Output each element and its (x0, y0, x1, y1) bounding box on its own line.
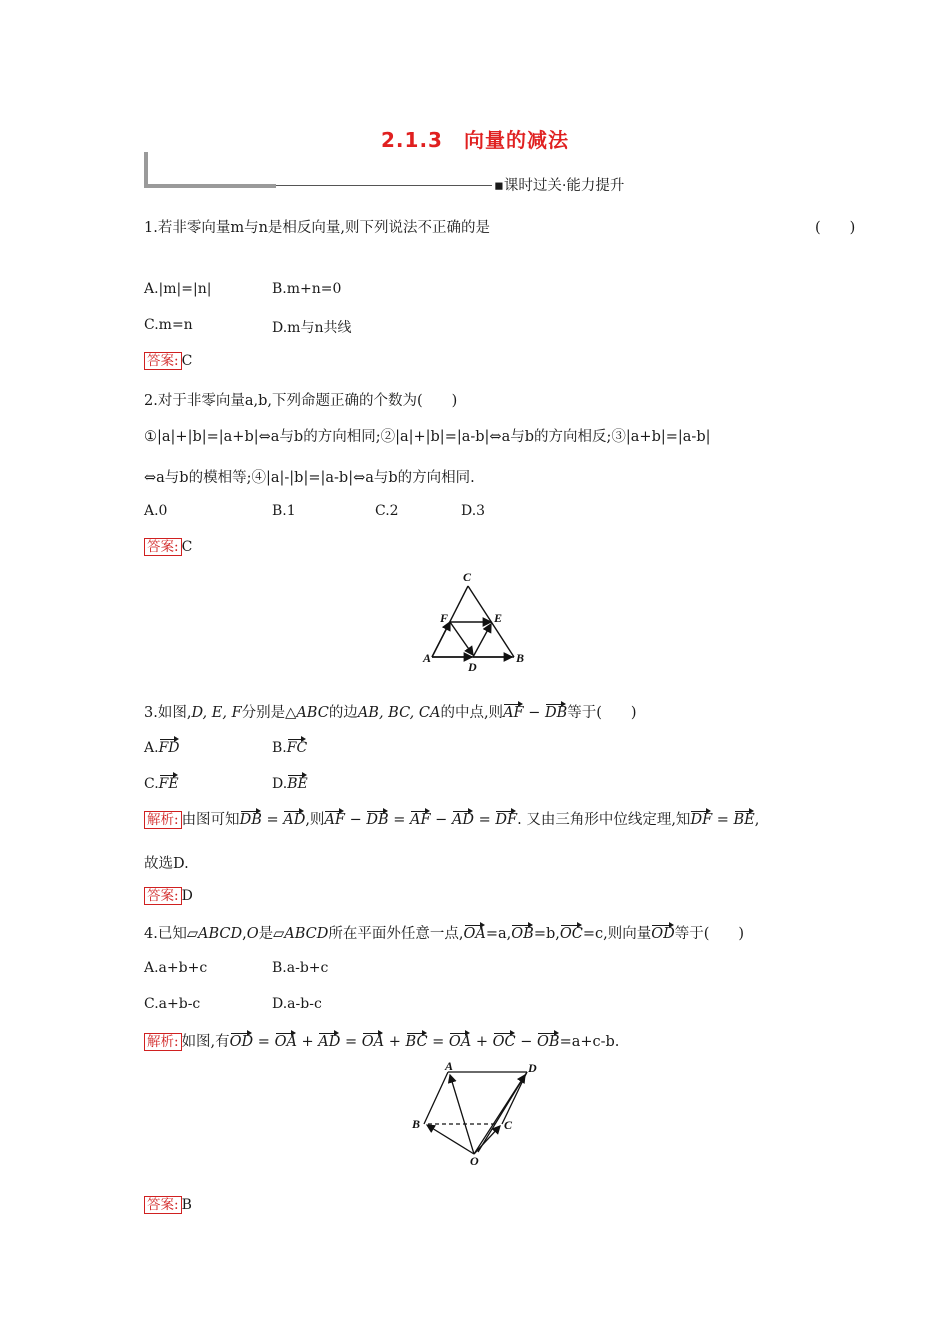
q3-analysis: 解析: 由图可知DB = AD,则AF − DB = AF − AD = DF. 又由三角形中位线定理,知DF = BE, (144, 808, 759, 829)
label-b: B (516, 651, 525, 665)
q3-option-b: B.FC (272, 737, 307, 756)
vector-de (473, 624, 491, 657)
q2-text: 2.对于非零向量a,b,下列命题正确的个数为( ) (144, 393, 458, 409)
vector-od-edge (478, 1072, 527, 1152)
q3-analysis-line2: 故选D. (144, 856, 189, 872)
vector-oc (474, 1126, 500, 1154)
header-bar-vertical (144, 152, 148, 188)
q3-text: 3.如图,D, E, F分别是△ABC的边AB, BC, CA的中点,则AF − DB等于( ) (144, 701, 637, 722)
q4-option-d: D.a-b-c (272, 996, 322, 1012)
header-bar-thick (144, 184, 276, 188)
q2-option-c: C.2 (375, 503, 399, 519)
q4-analysis: 解析: 如图,有OD = OA + AD = OA + BC = OA + OC − OB=a+c-b. (144, 1030, 619, 1051)
q2-option-b: B.1 (272, 503, 296, 519)
analysis-tag: 解析: (144, 811, 182, 829)
q3-answer-value: D (181, 888, 193, 904)
q4-text: 4.已知▱ABCD,O是▱ABCD所在平面外任意一点,OA=a,OB=b,OC=c,则向量OD等于( ) (144, 922, 744, 943)
answer-tag: 答案: (144, 887, 182, 905)
q1-option-b: B.m+n=0 (272, 281, 342, 297)
vector-fd (450, 622, 473, 655)
label-e: E (494, 611, 503, 625)
label-a: A (423, 651, 432, 665)
edge-ab (424, 1072, 448, 1124)
label-d: D (468, 660, 477, 674)
answer-tag: 答案: (144, 538, 182, 556)
label-a: A (445, 1059, 454, 1073)
q1-option-a: A.|m|=|n| (144, 281, 212, 297)
q1-answer (144, 352, 192, 370)
q4-option-c: C.a+b-c (144, 996, 201, 1012)
label-f: F (440, 611, 449, 625)
label-o: O (470, 1154, 479, 1168)
q1-paren: ( ) (815, 220, 856, 236)
q4-answer-value: B (181, 1197, 192, 1213)
label-b: B (412, 1117, 421, 1131)
q1-text: 1.若非零向量m与n是相反向量,则下列说法不正确的是 (144, 220, 491, 236)
figure-triangle (420, 568, 530, 676)
q1-answer-value: C (181, 353, 193, 369)
page-title: 2.1.3 向量的减法 (381, 128, 569, 152)
q2-option-a: A.0 (144, 503, 168, 519)
figure-parallelogram (408, 1058, 548, 1168)
q3-option-a: A.FD (144, 737, 180, 756)
answer-tag: 答案: (144, 352, 182, 370)
vector-af (432, 622, 450, 657)
q4-option-b: B.a-b+c (272, 960, 329, 976)
label-d: D (528, 1061, 537, 1075)
q3-option-c: C.FE (144, 773, 179, 792)
q3-answer (144, 887, 193, 905)
q1-option-d: D.m与n共线 (272, 320, 352, 336)
edge-dc (502, 1072, 527, 1124)
q2-answer-value: C (181, 539, 193, 555)
q2-line2: ⇔a与b的模相等;④|a|-|b|=|a-b|⇔a与b的方向相同. (144, 470, 475, 486)
label-c: C (504, 1118, 513, 1132)
q4-answer (144, 1196, 192, 1214)
vec-af: AF (503, 702, 524, 721)
header-bar-thin (276, 185, 492, 186)
q4-option-a: A.a+b+c (144, 960, 208, 976)
q3-option-d: D.BE (272, 773, 308, 792)
analysis-tag: 解析: (144, 1033, 182, 1051)
q1-option-c: C.m=n (144, 317, 193, 333)
label-c: C (463, 570, 472, 584)
answer-tag: 答案: (144, 1196, 182, 1214)
q2-option-d: D.3 (461, 503, 486, 519)
vec-db: DB (545, 702, 567, 721)
q2-line1: ①|a|+|b|=|a+b|⇔a与b的方向相同;②|a|+|b|=|a-b|⇔a与b的方向相反;③|a+b|=|a-b| (144, 429, 711, 445)
section-label: ▪课时过关·能力提升 (494, 178, 625, 194)
q2-answer (144, 538, 192, 556)
